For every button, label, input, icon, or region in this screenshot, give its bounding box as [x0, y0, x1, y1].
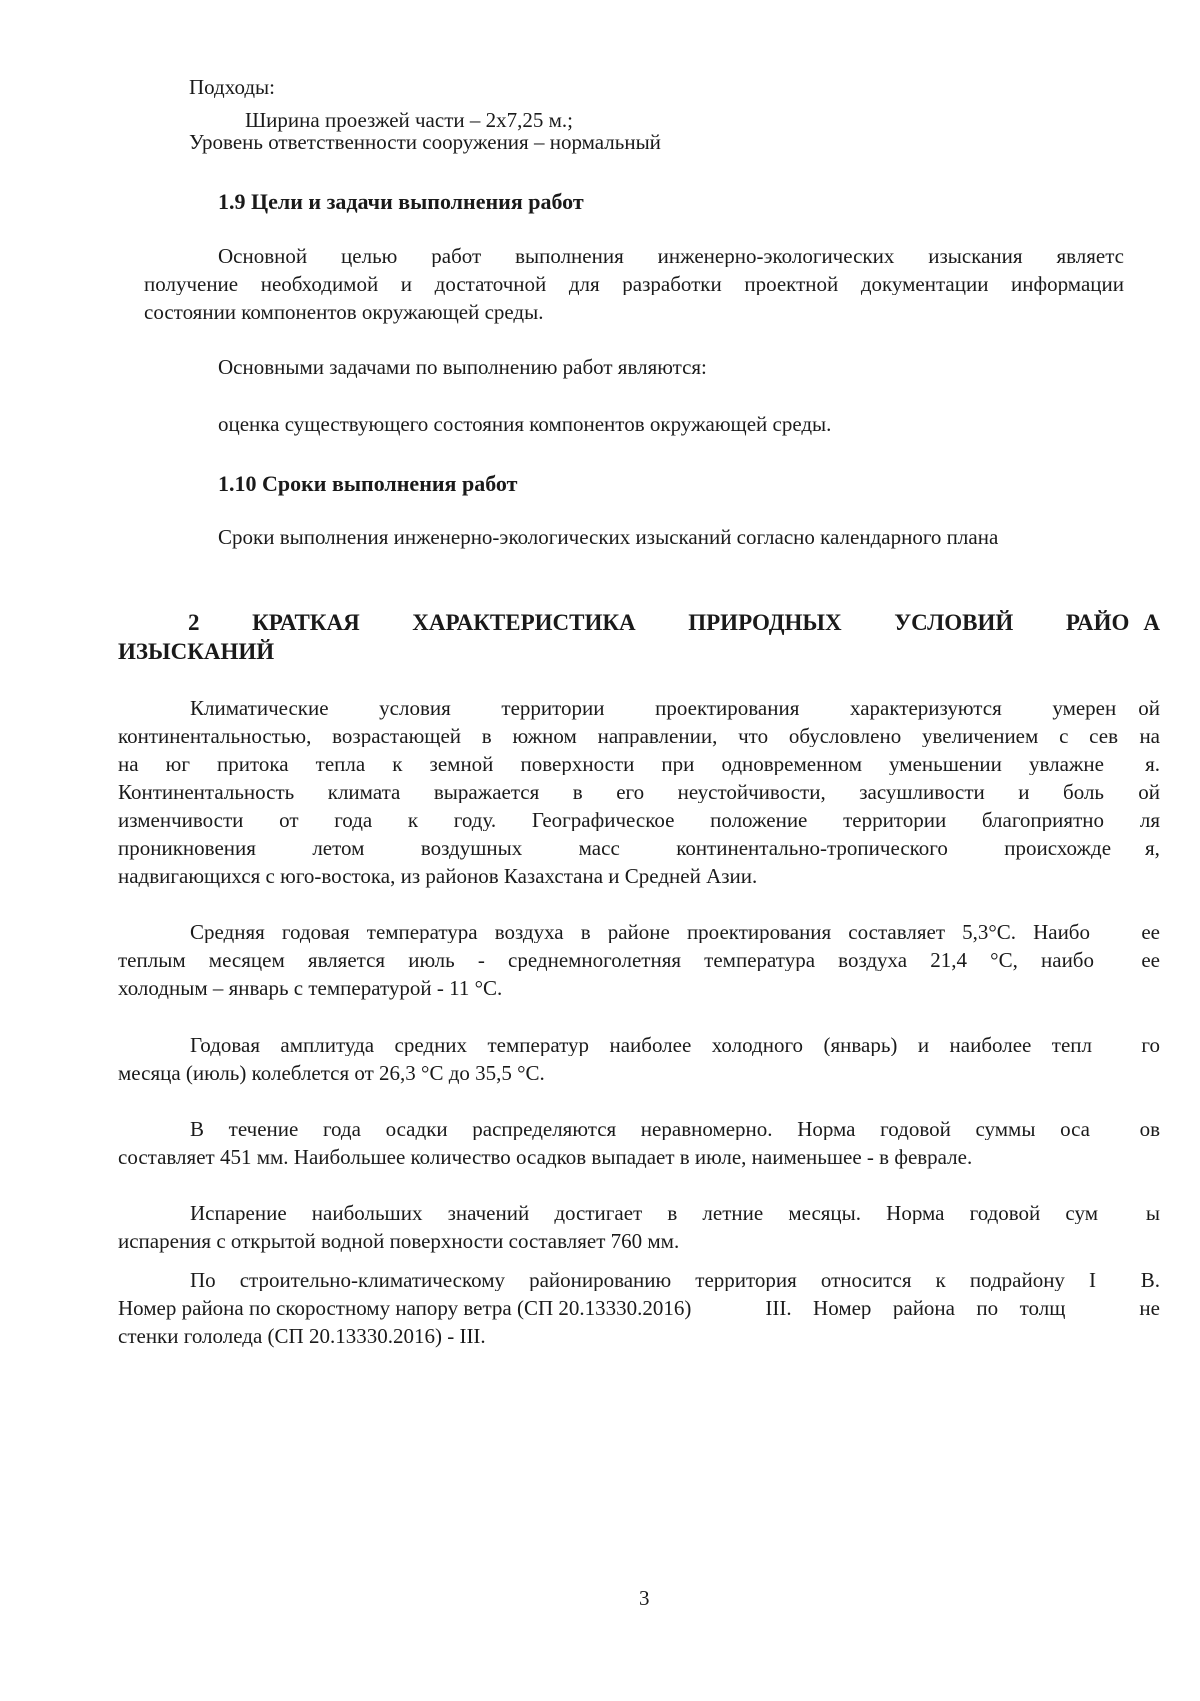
- amplitude-line-1: [190, 1035, 1160, 1056]
- approaches-label: Подходы:: [189, 75, 275, 99]
- zoning-line-2: [118, 1298, 1160, 1319]
- line-tail: го: [1141, 1033, 1160, 1057]
- word: воздушных: [420, 836, 523, 860]
- responsibility-level: Уровень ответственности сооружения – нормальный: [189, 130, 661, 154]
- word: масс: [578, 836, 620, 860]
- heading-2-word: ПРИРОДНЫХ: [688, 610, 842, 635]
- word: континентально-тропического: [676, 836, 948, 860]
- temperature-line-1: [190, 922, 1160, 943]
- word: Климатические: [190, 696, 329, 720]
- line-body: В течение года осадки распределяются неравномерно. Норма годовой суммы оса: [190, 1119, 1090, 1140]
- line-body: континентальностью, возрастающей в южном направлении, что обусловлено увеличением с сев: [118, 726, 1118, 747]
- heading-1-9: 1.9 Цели и задачи выполнения работ: [218, 189, 584, 214]
- line-tail: ой: [1138, 780, 1160, 804]
- task-item: оценка существующего состояния компонентов окружающей среды.: [218, 412, 832, 436]
- evaporation-line-2: испарения с открытой водной поверхности составляет 760 мм.: [118, 1229, 680, 1253]
- temperature-line-2: [118, 950, 1160, 971]
- climate-line-2: [118, 726, 1160, 747]
- heading-2-word-fragment: РАЙО: [1065, 610, 1130, 635]
- word-fragment: [1052, 698, 1160, 719]
- line-body: По строительно-климатическому районированию территория относится к подрайону I: [190, 1270, 1096, 1291]
- goal-paragraph-line-3: состоянии компонентов окружающей среды.: [144, 300, 544, 324]
- line-body: изменчивости от года к году. Географическое положение территории благоприятно: [118, 810, 1104, 831]
- word: условия: [379, 696, 451, 720]
- page-number: 3: [639, 1586, 650, 1610]
- word-fragment: происхожде: [1004, 836, 1112, 860]
- line-body: Годовая амплитуда средних температур наиболее холодного (январь) и наиболее тепл: [190, 1035, 1092, 1056]
- heading-2-line-2: ИЗЫСКАНИЙ: [118, 639, 275, 664]
- climate-line-5: [118, 810, 1160, 831]
- climate-line-1: [190, 698, 1160, 719]
- word: территории: [501, 696, 605, 720]
- line-tail: ее: [1141, 920, 1160, 944]
- amplitude-line-2: месяца (июль) колеблется от 26,3 °С до 35,5 °С.: [118, 1061, 545, 1085]
- line-body: Испарение наибольших значений достигает в летние месяцы. Норма годовой сум: [190, 1203, 1098, 1224]
- climate-line-7: надвигающихся с юго-востока, из районов Казахстана и Средней Азии.: [118, 864, 758, 888]
- line-tail: на: [1139, 724, 1160, 748]
- precipitation-line-2: составляет 451 мм. Наибольшее количество осадков выпадает в июле, наименьшее - в феврале.: [118, 1145, 973, 1169]
- temperature-line-3: холодным – январь с температурой - 11 °С.: [118, 976, 503, 1000]
- line-body: Номер района по скоростному напору ветра (СП 20.13330.2016): [118, 1296, 692, 1320]
- zoning-line-3: стенки гололеда (СП 20.13330.2016) - III.: [118, 1324, 486, 1348]
- goal-paragraph-line-1: Основной целью работ выполнения инженерно-экологических изыскания являетс: [218, 246, 1124, 267]
- line-tail: я.: [1145, 752, 1160, 776]
- word: проникновения: [118, 836, 256, 860]
- line-tail: ов: [1139, 1117, 1160, 1141]
- word-fragment: [1004, 838, 1160, 859]
- word-fragment: умерен: [1052, 696, 1117, 720]
- heading-2-line-1: [188, 611, 1160, 634]
- schedule-paragraph: Сроки выполнения инженерно-экологических изысканий согласно календарного плана: [218, 525, 999, 549]
- tasks-intro: Основными задачами по выполнению работ являются:: [218, 355, 707, 379]
- roadway-width: Ширина проезжей части – 2х7,25 м.;: [245, 108, 573, 132]
- zoning-line-1: [190, 1270, 1160, 1291]
- heading-2-word: ХАРАКТЕРИСТИКА: [412, 610, 636, 635]
- line-tail: ля: [1139, 808, 1160, 832]
- heading-2-word: УСЛОВИЙ: [894, 610, 1014, 635]
- climate-line-6: [118, 838, 1160, 859]
- climate-line-4: [118, 782, 1160, 803]
- heading-2-word: КРАТКАЯ: [252, 610, 360, 635]
- word: характеризуются: [850, 696, 1002, 720]
- line-body: III. Номер района по толщ: [765, 1298, 1066, 1319]
- line-tail: В.: [1140, 1268, 1160, 1292]
- evaporation-line-1: [190, 1203, 1160, 1224]
- heading-1-10: 1.10 Сроки выполнения работ: [218, 471, 518, 496]
- precipitation-line-1: [190, 1119, 1160, 1140]
- line-body: Средняя годовая температура воздуха в районе проектирования составляет 5,3°С. Наибо: [190, 922, 1090, 943]
- line-body: теплым месяцем является июль - среднемноголетняя температура воздуха 21,4 °С, наибо: [118, 950, 1094, 971]
- heading-2-number: 2: [188, 610, 200, 635]
- line-tail: ы: [1145, 1201, 1160, 1225]
- line-body: Континентальность климата выражается в его неустойчивости, засушливости и боль: [118, 782, 1104, 803]
- word-fragment: ой: [1138, 696, 1160, 720]
- word: летом: [312, 836, 365, 860]
- heading-2-word-fragment: А: [1143, 610, 1160, 635]
- word-fragment: я,: [1145, 836, 1160, 860]
- heading-2-word: [1066, 611, 1160, 634]
- climate-line-3: [118, 754, 1160, 775]
- line-body: на юг притока тепла к земной поверхности при одновременном уменьшении увлажне: [118, 754, 1104, 775]
- line-tail: ее: [1141, 948, 1160, 972]
- goal-paragraph-line-2: получение необходимой и достаточной для разработки проектной документации информации: [144, 274, 1124, 295]
- word: проектирования: [655, 696, 800, 720]
- line-tail: не: [1139, 1296, 1160, 1320]
